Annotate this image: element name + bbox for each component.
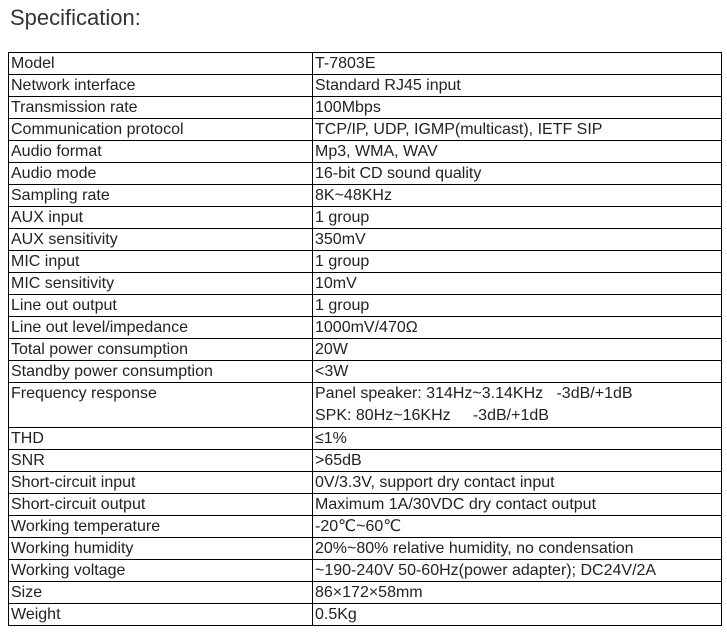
specification-table	[8, 52, 722, 626]
spec-value	[313, 383, 722, 428]
spec-label: Total power consumption	[9, 339, 313, 361]
spec-label: Standby power consumption	[9, 361, 313, 383]
table-row	[9, 450, 722, 472]
spec-label: THD	[9, 428, 313, 450]
spec-label: Network interface	[9, 75, 313, 97]
table-row	[9, 185, 722, 207]
table-row	[9, 472, 722, 494]
specification-table-body	[9, 53, 722, 626]
spec-value: 20%~80% relative humidity, no condensation	[313, 538, 722, 560]
table-row	[9, 119, 722, 141]
spec-label: Working humidity	[9, 538, 313, 560]
table-row	[9, 582, 722, 604]
spec-value: 350mV	[313, 229, 722, 251]
table-row	[9, 295, 722, 317]
spec-value: 1 group	[313, 295, 722, 317]
spec-label: MIC sensitivity	[9, 273, 313, 295]
spec-label: MIC input	[9, 251, 313, 273]
spec-label: Frequency response	[9, 383, 313, 428]
spec-value: 10mV	[313, 273, 722, 295]
table-row	[9, 383, 722, 428]
table-row	[9, 538, 722, 560]
spec-label: Line out output	[9, 295, 313, 317]
spec-value: Standard RJ45 input	[313, 75, 722, 97]
table-row	[9, 516, 722, 538]
table-row	[9, 361, 722, 383]
table-row	[9, 604, 722, 626]
table-row	[9, 207, 722, 229]
spec-label: SNR	[9, 450, 313, 472]
spec-value: 100Mbps	[313, 97, 722, 119]
spec-value: >65dB	[313, 450, 722, 472]
spec-value: 86×172×58mm	[313, 582, 722, 604]
spec-label: AUX input	[9, 207, 313, 229]
spec-label: Audio format	[9, 141, 313, 163]
spec-value: ≤1%	[313, 428, 722, 450]
spec-label: Working temperature	[9, 516, 313, 538]
table-row	[9, 163, 722, 185]
spec-value-line: Panel speaker: 314Hz~3.14KHz -3dB/+1dB	[315, 385, 633, 402]
table-row	[9, 494, 722, 516]
spec-label: Sampling rate	[9, 185, 313, 207]
spec-label: Weight	[9, 604, 313, 626]
spec-value: Maximum 1A/30VDC dry contact output	[313, 494, 722, 516]
spec-label: Audio mode	[9, 163, 313, 185]
table-row	[9, 428, 722, 450]
spec-label: Communication protocol	[9, 119, 313, 141]
spec-value: 8K~48KHz	[313, 185, 722, 207]
spec-value: 1 group	[313, 251, 722, 273]
spec-value: 1 group	[313, 207, 722, 229]
spec-value: 16-bit CD sound quality	[313, 163, 722, 185]
spec-label: Short-circuit input	[9, 472, 313, 494]
table-row	[9, 75, 722, 97]
spec-value: 20W	[313, 339, 722, 361]
spec-value: 1000mV/470Ω	[313, 317, 722, 339]
spec-label: Short-circuit output	[9, 494, 313, 516]
page-title: Specification:	[10, 5, 141, 30]
table-row	[9, 229, 722, 251]
spec-value: <3W	[313, 361, 722, 383]
table-row	[9, 53, 722, 75]
spec-label: Working voltage	[9, 560, 313, 582]
spec-label: Size	[9, 582, 313, 604]
spec-value: ~190-240V 50-60Hz(power adapter); DC24V/2A	[313, 560, 722, 582]
spec-value: -20℃~60℃	[313, 516, 722, 538]
spec-value: TCP/IP, UDP, IGMP(multicast), IETF SIP	[313, 119, 722, 141]
spec-value-line: SPK: 80Hz~16KHz -3dB/+1dB	[315, 407, 549, 424]
spec-label: Transmission rate	[9, 97, 313, 119]
spec-label: Line out level/impedance	[9, 317, 313, 339]
table-row	[9, 560, 722, 582]
spec-value: Mp3, WMA, WAV	[313, 141, 722, 163]
spec-value: 0.5Kg	[313, 604, 722, 626]
table-row	[9, 339, 722, 361]
table-row	[9, 97, 722, 119]
table-row	[9, 251, 722, 273]
spec-label: Model	[9, 53, 313, 75]
table-row	[9, 273, 722, 295]
table-row	[9, 317, 722, 339]
spec-value: T-7803E	[313, 53, 722, 75]
spec-label: AUX sensitivity	[9, 229, 313, 251]
spec-value: 0V/3.3V, support dry contact input	[313, 472, 722, 494]
table-row	[9, 141, 722, 163]
